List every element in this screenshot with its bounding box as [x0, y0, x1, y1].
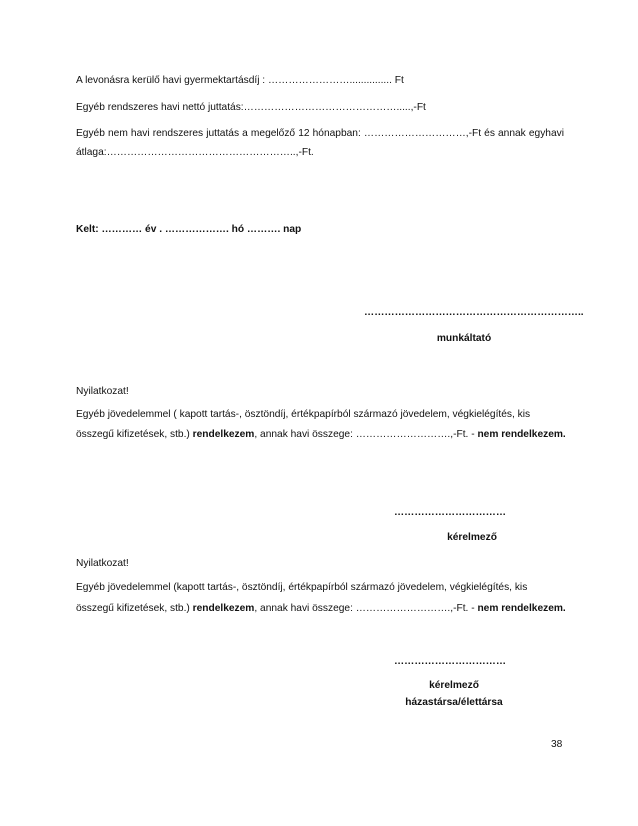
other-regular-income-line: Egyéb rendszeres havi nettó juttatás:……………………………………….....,-Ft [76, 102, 426, 113]
date-line: Kelt: ………… év . ………………. hó ………. nap [76, 224, 302, 235]
spouse-label-1: kérelmező [429, 680, 479, 691]
declaration-1-text: összegű kifizetések, stb.) [76, 429, 193, 440]
declaration-2-title: Nyilatkozat! [76, 558, 129, 569]
applicant-label: kérelmező [447, 532, 497, 543]
spouse-label-2: házastársa/élettársa [405, 697, 503, 708]
declaration-2-amount: , annak havi összege: ……………………….,-Ft. - [254, 603, 478, 614]
child-support-line: A levonásra kerülő havi gyermektartásdíj : ……………………............... Ft [76, 75, 404, 86]
spouse-signature-line: …………………………… [393, 656, 507, 667]
declaration-2-text: összegű kifizetések, stb.) [76, 603, 193, 614]
declaration-1-amount: , annak havi összege: ……………………….,-Ft. - [254, 429, 478, 440]
other-irregular-average-line: átlaga:………………………………………………..,-Ft. [76, 147, 314, 158]
declaration-1-title: Nyilatkozat! [76, 386, 129, 397]
declaration-2-have: rendelkezem [192, 603, 255, 614]
declaration-1-have: rendelkezem [192, 429, 255, 440]
employer-label: munkáltató [436, 333, 492, 344]
other-irregular-income-line: Egyéb nem havi rendszeres juttatás a megelőző 12 hónapban: …………………………,-Ft és annak egyhavi [76, 128, 564, 139]
declaration-1-have-not: nem rendelkezem. [477, 429, 566, 440]
declaration-2-have-not: nem rendelkezem. [477, 603, 566, 614]
declaration-1-line-2 [76, 429, 566, 440]
page-number: 38 [551, 739, 563, 750]
declaration-1-line-1: Egyéb jövedelemmel ( kapott tartás-, ösztöndíj, értékpapírból származó jövedelem, végkielégítés, kis [76, 409, 531, 420]
employer-signature-line: ……………………………………………………….. [364, 307, 584, 318]
applicant-signature-line: …………………………… [393, 507, 507, 518]
declaration-2-line-1: Egyéb jövedelemmel (kapott tartás-, ösztöndíj, értékpapírból származó jövedelem, végkielégítés, kis [76, 582, 528, 593]
declaration-2-line-2 [76, 603, 566, 614]
